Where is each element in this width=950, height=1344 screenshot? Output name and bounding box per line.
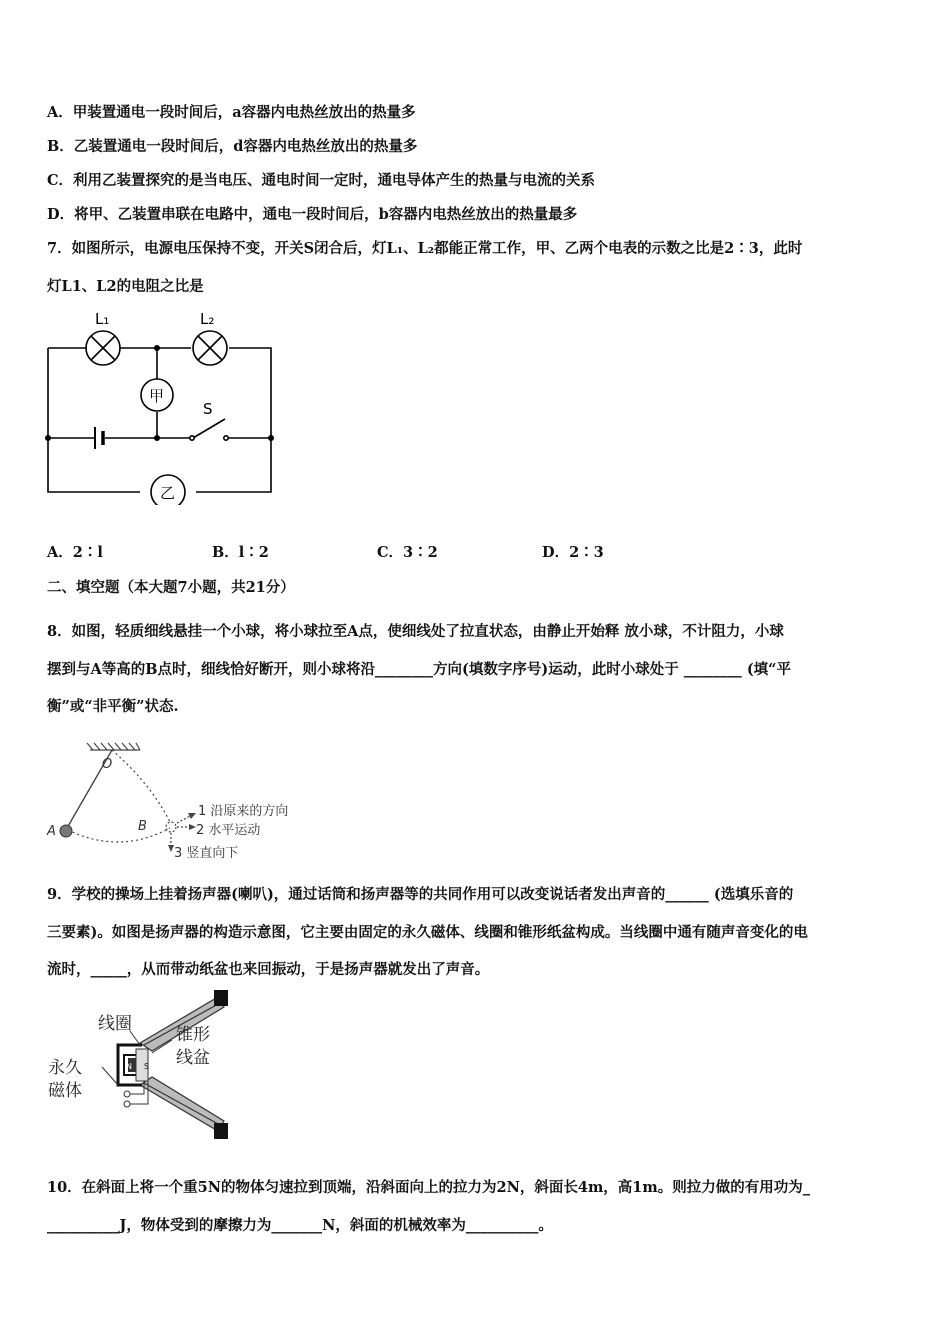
q7-option-b: B．l∶2 <box>212 544 269 561</box>
q9-line2: 三要素)。如图是扬声器的构造示意图，它主要由固定的永久磁体、线圈和锥形纸盆构成。当线圈中通有随声音变化的电 <box>47 924 808 941</box>
label-magnet-1: 永久 <box>48 1058 82 1078</box>
q9-line3: 流时，_____，从而带动纸盆也来回振动，于是扬声器就发出了声音。 <box>47 961 490 978</box>
q10-line2: __________J，物体受到的摩擦力为_______N，斜面的机械效率为__________。 <box>47 1217 553 1234</box>
q7-option-d: D．2∶3 <box>542 544 604 561</box>
cone-top-edge <box>214 990 228 1006</box>
label-b: B <box>138 819 147 834</box>
label-meter-yi: 乙 <box>160 484 176 502</box>
q8-pendulum-diagram <box>40 740 310 865</box>
direction-2-label: 2 水平运动 <box>196 823 261 838</box>
label-l1: L₁ <box>95 310 110 328</box>
label-o: O <box>102 757 113 772</box>
q7-stem-line1: 7．如图所示，电源电压保持不变，开关S闭合后，灯L₁、L₂都能正常工作，甲、乙两个电表的示数之比是2∶3，此时 <box>47 240 803 257</box>
q6-option-b: B．乙装置通电一段时间后，d容器内电热丝放出的热量多 <box>47 138 418 155</box>
label-magnet-2: 磁体 <box>48 1081 82 1101</box>
label-meter-jia: 甲 <box>149 387 165 405</box>
label-n: N <box>126 1062 132 1071</box>
q6-option-c: C．利用乙装置探究的是当电压、通电时间一定时，通电导体产生的热量与电流的关系 <box>47 172 596 189</box>
label-cone-2: 线盆 <box>176 1048 210 1068</box>
q8-line3: 衡”或“非平衡”状态. <box>47 698 179 715</box>
label-coil: 线圈 <box>98 1014 132 1034</box>
q7-option-c: C．3∶2 <box>377 544 438 561</box>
q6-option-d: D．将甲、乙装置串联在电路中，通电一段时间后，b容器内电热丝放出的热量最多 <box>47 206 578 223</box>
q7-circuit-diagram <box>40 305 285 505</box>
label-switch-s: S <box>203 400 213 418</box>
q6-option-a: A．甲装置通电一段时间后，a容器内电热丝放出的热量多 <box>47 104 416 121</box>
label-l2: L₂ <box>200 310 215 328</box>
cone-bottom-edge <box>214 1123 228 1139</box>
section2-title: 二、填空题（本大题7小题，共21分） <box>47 579 295 596</box>
direction-3-label: 3 竖直向下 <box>174 846 239 861</box>
label-s: S <box>144 1062 150 1071</box>
label-cone-1: 锥形 <box>176 1025 210 1045</box>
direction-1-label: 1 沿原来的方向 <box>198 804 289 819</box>
label-a: A <box>47 824 56 839</box>
q8-line1: 8．如图，轻质细线悬挂一个小球，将小球拉至A点，使细线处了拉直状态，由静止开始释 放小球，不计阻力，小球 <box>47 623 784 640</box>
q7-stem-line2: 灯L1、L2的电阻之比是 <box>47 278 204 295</box>
q9-speaker-diagram <box>40 985 260 1150</box>
q9-line1: 9．学校的操场上挂着扬声器(喇叭)，通过话筒和扬声器等的共同作用可以改变说话者发出声音的______ (选填乐音的 <box>47 886 794 903</box>
q8-line2: 摆到与A等高的B点时，细线恰好断开，则小球将沿________方向(填数字序号)运动，此时小球处于 ________ (填“平 <box>47 661 792 678</box>
q7-option-a: A．2∶l <box>47 544 103 561</box>
q10-line1: 10．在斜面上将一个重5N的物体匀速拉到顶端，沿斜面向上的拉力为2N，斜面长4m，高1m。则拉力做的有用功为_ <box>47 1179 810 1196</box>
